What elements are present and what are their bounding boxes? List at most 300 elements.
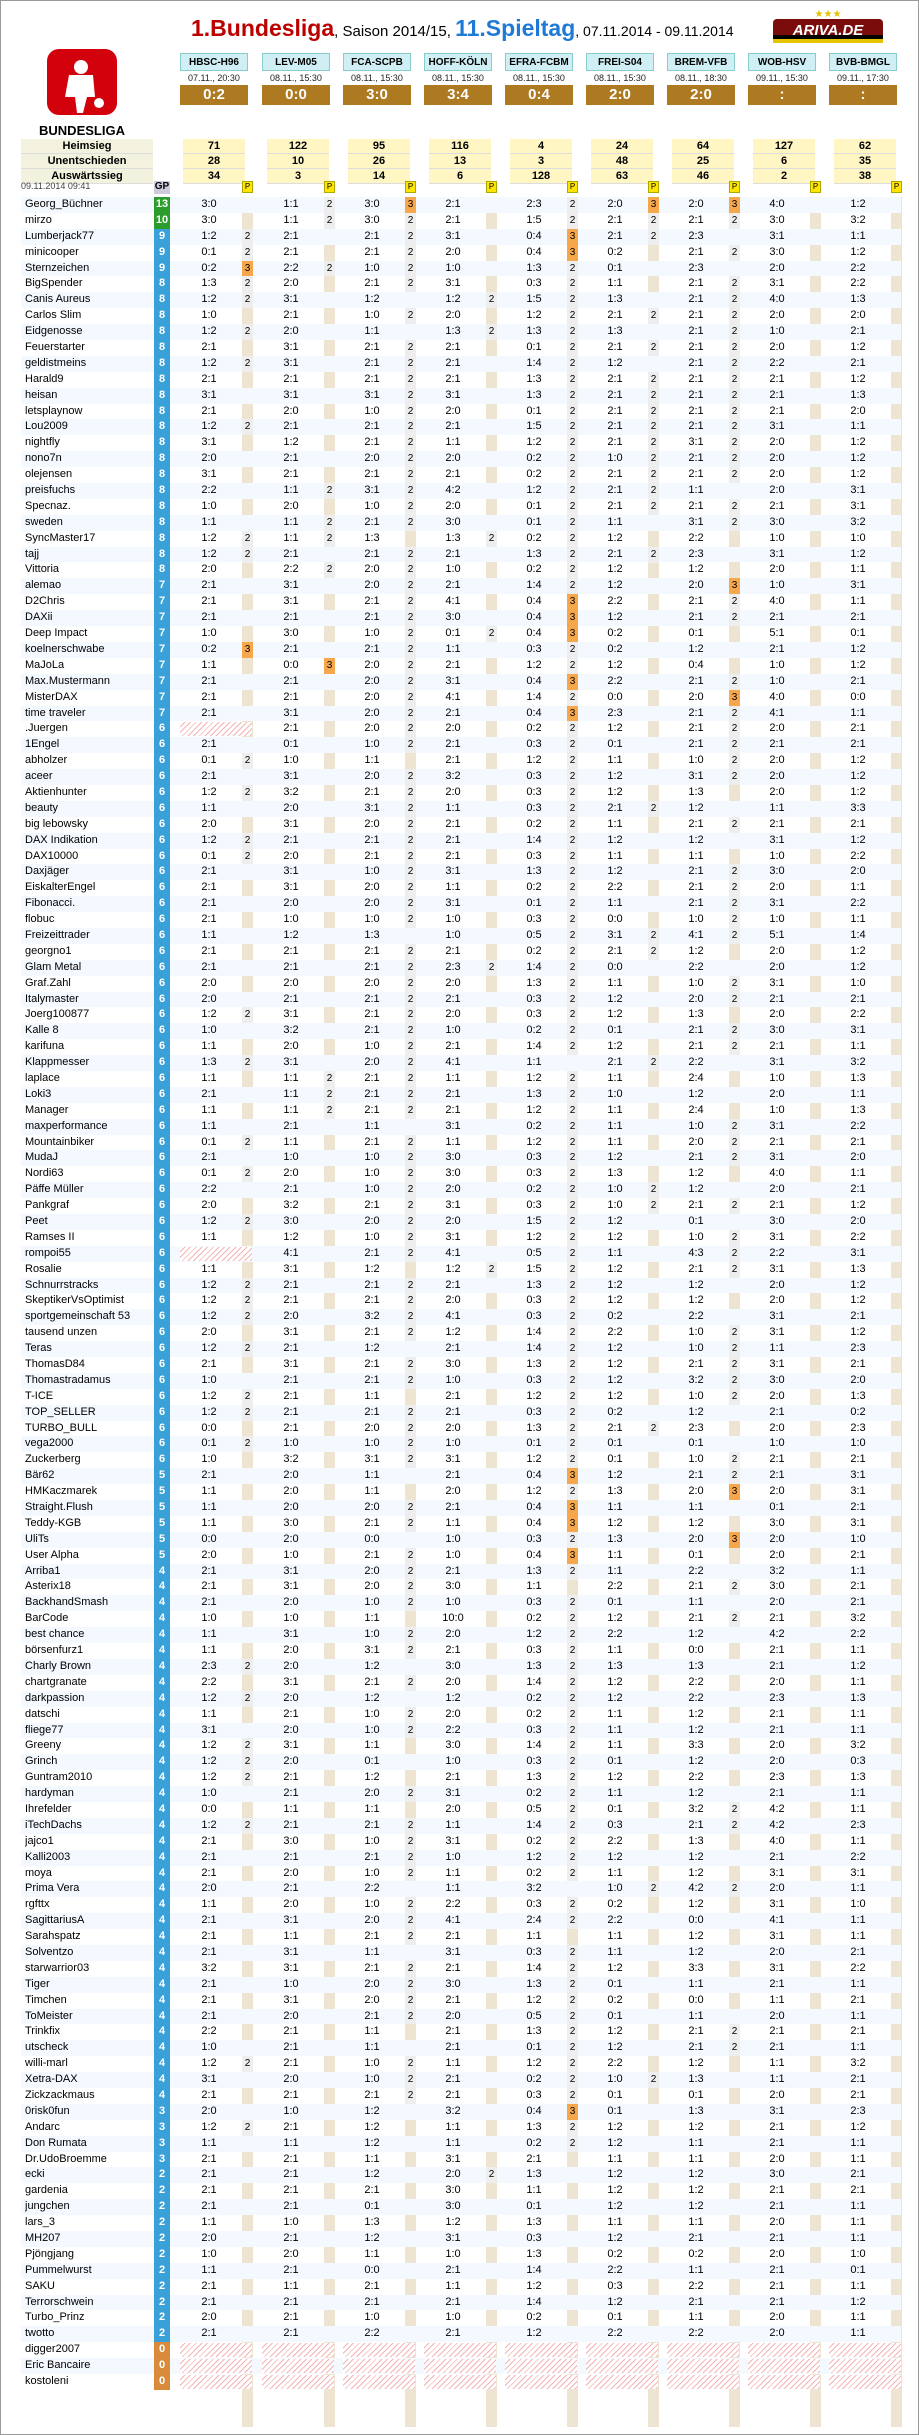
player-name[interactable]: Don Rumata [25,2136,87,2149]
table-row[interactable] [21,1166,901,1182]
table-row[interactable] [21,1961,901,1977]
table-row[interactable] [21,1325,901,1341]
player-name[interactable]: T-ICE [25,1389,54,1402]
player-name[interactable]: tajj [25,547,40,560]
player-name[interactable]: Vittoria [25,563,60,576]
player-name[interactable]: Sternzeichen [25,261,90,274]
table-row[interactable] [21,340,901,356]
table-row[interactable] [21,2009,901,2025]
player-name[interactable]: Georg_Büchner [25,198,103,210]
table-row[interactable] [21,515,901,531]
table-row[interactable] [21,610,901,626]
table-row[interactable] [21,1373,901,1389]
table-row[interactable] [21,2040,901,2056]
player-name[interactable]: Specnaz. [25,499,71,512]
tip-cell: 2:1 [769,1199,785,1212]
table-row[interactable] [21,1150,901,1166]
table-row[interactable] [21,737,901,753]
tip-points: 2 [405,1023,416,1039]
table-row[interactable] [21,372,901,388]
player-name[interactable]: Glam Metal [25,960,82,973]
tip-cell: 1:3 [688,1659,704,1672]
table-row[interactable] [21,2263,901,2279]
player-name[interactable]: Päffe Müller [25,1183,84,1196]
table-row[interactable] [21,1977,901,1993]
table-row[interactable] [21,896,901,912]
table-row[interactable] [21,2374,901,2390]
table-row[interactable] [21,1881,901,1897]
table-row[interactable] [21,1007,901,1023]
player-name[interactable]: maxperformance [25,1119,108,1132]
player-name[interactable]: Ihrefelder [25,1802,72,1815]
player-name[interactable]: Kalli2003 [25,1850,71,1863]
player-name[interactable]: gardenia [25,2184,68,2197]
player-name[interactable]: HMKaczmarek [25,1485,98,1498]
table-row[interactable] [21,1500,901,1516]
player-name[interactable]: koelnerschwabe [25,642,105,655]
table-row[interactable] [21,1405,901,1421]
table-row[interactable] [21,1993,901,2009]
player-name[interactable]: SyncMaster17 [25,531,96,544]
table-row[interactable] [21,2088,901,2104]
player-name[interactable]: Feuerstarter [25,341,85,354]
player-name[interactable]: Trinkfix [25,2025,61,2038]
tip-cell: 1:1 [364,2247,380,2260]
player-name[interactable]: Asterix18 [25,1580,71,1593]
table-row[interactable] [21,1818,901,1834]
table-row[interactable] [21,1421,901,1437]
table-row[interactable] [21,753,901,769]
table-row[interactable] [21,578,901,594]
player-name[interactable]: fliege77 [25,1723,64,1736]
player-name[interactable]: tausend unzen [25,1326,98,1339]
player-name[interactable]: Sarahspatz [25,1930,81,1943]
player-name[interactable]: willi-marl [25,2057,68,2070]
table-row[interactable] [21,2136,901,2152]
table-row[interactable] [21,261,901,277]
player-name[interactable]: Grinch [25,1755,58,1768]
table-row[interactable] [21,674,901,690]
table-row[interactable] [21,1754,901,1770]
tip-cell: 3:1 [201,388,217,401]
table-row[interactable] [21,1293,901,1309]
table-row[interactable] [21,2152,901,2168]
player-name[interactable]: Xetra-DAX [25,2073,78,2086]
player-name[interactable]: time traveler [25,706,86,719]
match-team[interactable]: EFRA-FCBM [505,53,573,71]
match-team[interactable]: BREM-VFB [667,53,735,71]
player-name[interactable]: mirzo [25,213,52,226]
table-row[interactable] [21,626,901,642]
player-name[interactable]: heisan [25,388,58,401]
points-total: 6 [154,769,170,785]
match-team[interactable]: WOB-HSV [748,53,816,71]
tip-cell: 1:1 [607,1945,623,1958]
table-row[interactable] [21,1039,901,1055]
player-name[interactable]: aceer [25,770,53,783]
tip-cell: 1:1 [607,1501,623,1514]
table-row[interactable] [21,1468,901,1484]
table-row[interactable] [21,1341,901,1357]
table-row[interactable] [21,928,901,944]
table-row[interactable] [21,1675,901,1691]
player-name[interactable]: TURBO_BULL [25,1421,98,1434]
player-name[interactable]: Andarc [25,2120,60,2133]
player-name[interactable]: darkpassion [25,1691,85,1704]
tip-cell: 0:4 [526,245,542,258]
player-name[interactable]: twotto [25,2327,55,2340]
player-name[interactable]: ToMeister [25,2009,73,2022]
player-name[interactable]: rgfttx [25,1898,50,1911]
table-row[interactable] [21,1929,901,1945]
player-name[interactable]: Eidgenosse [25,325,83,338]
player-name[interactable]: jungchen [25,2200,70,2213]
table-row[interactable] [21,880,901,896]
player-name[interactable]: Prima Vera [25,1882,80,1895]
table-row[interactable] [21,1802,901,1818]
player-name[interactable]: moya [25,1866,52,1879]
player-name[interactable]: Fibonacci. [25,897,76,910]
table-row[interactable] [21,642,901,658]
table-row[interactable] [21,483,901,499]
player-name[interactable]: Mountainbiker [25,1135,95,1148]
table-row[interactable] [21,864,901,880]
player-name[interactable]: MudaJ [25,1151,59,1164]
table-row[interactable] [21,1023,901,1039]
player-name[interactable]: SagittariusA [25,1914,85,1927]
table-row[interactable] [21,1389,901,1405]
player-name[interactable]: Rosalie [25,1262,62,1275]
table-row[interactable] [21,197,901,213]
player-name[interactable]: sportgemeinschaft 53 [25,1310,131,1323]
player-name[interactable]: nightfly [25,436,60,449]
table-row[interactable] [21,1786,901,1802]
player-name[interactable]: Ramses II [25,1230,75,1243]
table-row[interactable] [21,1246,901,1262]
player-name[interactable]: Turbo_Prinz [25,2311,85,2324]
player-name[interactable]: Zickzackmaus [25,2088,95,2101]
player-name[interactable]: D2Chris [25,595,65,608]
table-row[interactable] [21,2072,901,2088]
table-row[interactable] [21,2104,901,2120]
player-name[interactable]: EiskalterEngel [25,881,96,894]
table-row[interactable] [21,1834,901,1850]
player-name[interactable]: BarCode [25,1612,69,1625]
player-name[interactable]: Teddy-KGB [25,1516,82,1529]
player-name[interactable]: SAKU [25,2279,55,2292]
player-name[interactable]: flobuc [25,913,55,926]
player-name[interactable]: BackhandSmash [25,1596,109,1609]
tip-cell: 2:2 [607,595,623,608]
match-team[interactable]: FREI-S04 [586,53,654,71]
player-name[interactable]: UliTs [25,1532,49,1545]
player-name[interactable]: preisfuchs [25,484,76,497]
table-row[interactable] [21,2199,901,2215]
player-name[interactable]: hardyman [25,1787,74,1800]
table-row[interactable] [21,1198,901,1214]
player-name[interactable]: ThomasD84 [25,1358,85,1371]
table-row[interactable] [21,1055,901,1071]
player-name[interactable]: digger2007 [25,2343,81,2356]
player-name[interactable]: georgno1 [25,944,72,957]
table-row[interactable] [21,769,901,785]
player-name[interactable]: Carlos Slim [25,309,82,322]
player-name[interactable]: Lumberjack77 [25,229,95,242]
table-row[interactable] [21,1595,901,1611]
table-row[interactable] [21,2183,901,2199]
player-name[interactable]: BigSpender [25,277,83,290]
table-row[interactable] [21,229,901,245]
table-row[interactable] [21,1214,901,1230]
table-row[interactable] [21,1691,901,1707]
table-row[interactable] [21,451,901,467]
player-name[interactable]: Loki3 [25,1087,52,1100]
player-name[interactable]: ecki [25,2168,45,2181]
player-name[interactable]: DAX Indikation [25,833,98,846]
table-row[interactable] [21,245,901,261]
table-row[interactable] [21,817,901,833]
match-team[interactable]: LEV-M05 [262,53,330,71]
table-row[interactable] [21,2056,901,2072]
player-name[interactable]: Solventzo [25,1945,74,1958]
player-name[interactable]: Straight.Flush [25,1501,93,1514]
table-row[interactable] [21,1897,901,1913]
table-row[interactable] [21,2342,901,2358]
player-name[interactable]: Timchen [25,1993,67,2006]
player-name[interactable]: Italymaster [25,992,79,1005]
player-name[interactable]: big lebowsky [25,817,88,830]
player-name[interactable]: Eric Bancaire [25,2359,91,2372]
table-row[interactable] [21,785,901,801]
table-row[interactable] [21,2215,901,2231]
tip-cell: 2:1 [283,2041,299,2054]
player-name[interactable]: Joerg100877 [25,1008,90,1021]
player-name[interactable]: olejensen [25,468,73,481]
table-row[interactable] [21,2295,901,2311]
table-row[interactable] [21,706,901,722]
table-row[interactable] [21,1516,901,1532]
table-row[interactable] [21,1278,901,1294]
player-name[interactable]: DAXii [25,611,53,624]
table-row[interactable] [21,658,901,674]
player-name[interactable]: MisterDAX [25,690,78,703]
player-name[interactable]: sweden [25,515,63,528]
table-row[interactable] [21,690,901,706]
player-name[interactable]: Tiger [25,1977,50,1990]
player-name[interactable]: Pankgraf [25,1199,70,1212]
table-row[interactable] [21,1866,901,1882]
player-name[interactable]: Zuckerberg [25,1453,81,1466]
table-row[interactable] [21,1945,901,1961]
player-name[interactable]: Dr.UdoBroemme [25,2152,107,2165]
table-row[interactable] [21,2310,901,2326]
table-row[interactable] [21,944,901,960]
player-name[interactable]: Peet [25,1215,48,1227]
player-name[interactable]: Teras [25,1342,52,1355]
player-name[interactable]: abholzer [25,754,68,767]
player-name[interactable]: 0risk0fun [25,2104,70,2117]
table-row[interactable] [21,547,901,563]
player-name[interactable]: vega2000 [25,1437,74,1450]
table-row[interactable] [21,2358,901,2374]
table-row[interactable] [21,1119,901,1135]
table-row[interactable] [21,960,901,976]
table-row[interactable] [21,1548,901,1564]
player-name[interactable]: geldistmeins [25,356,87,369]
player-name[interactable]: nono7n [25,452,62,465]
player-name[interactable]: Pjöngjang [25,2247,74,2260]
player-name[interactable]: MaJoLa [25,658,65,671]
table-row[interactable] [21,1738,901,1754]
player-name[interactable]: jajco1 [25,1834,54,1847]
player-name[interactable]: Freizeittrader [25,928,90,941]
table-row[interactable] [21,1103,901,1119]
table-row[interactable] [21,801,901,817]
table-row[interactable] [21,1532,901,1548]
table-row[interactable] [21,833,901,849]
table-row[interactable] [21,1182,901,1198]
player-name[interactable]: minicooper [25,245,79,258]
player-name[interactable]: MH207 [25,2232,61,2244]
table-row[interactable] [21,308,901,324]
table-row[interactable] [21,721,901,737]
player-name[interactable]: Arriba1 [25,1564,61,1577]
table-row[interactable] [21,2024,901,2040]
table-row[interactable] [21,388,901,404]
player-name[interactable]: Daxjäger [25,865,70,878]
player-name[interactable]: Greeny [25,1739,62,1752]
player-name[interactable]: Nordi63 [25,1167,64,1180]
table-row[interactable] [21,1071,901,1087]
table-row[interactable] [21,213,901,229]
player-name[interactable]: chartgranate [25,1675,87,1688]
player-name[interactable]: Terrorschwein [25,2295,94,2308]
table-row[interactable] [21,356,901,372]
tip-points: 2 [405,594,416,610]
table-row[interactable] [21,1087,901,1103]
player-name[interactable]: Canis Aureus [25,293,91,306]
table-row[interactable] [21,992,901,1008]
player-name[interactable]: Klappmesser [25,1056,90,1069]
match-team[interactable]: FCA-SCPB [343,53,411,71]
table-row[interactable] [21,292,901,308]
player-name[interactable]: User Alpha [25,1548,79,1561]
table-row[interactable] [21,1564,901,1580]
match-team[interactable]: HBSC-H96 [180,53,248,71]
player-name[interactable]: 1Engel [25,738,60,751]
player-name[interactable]: iTechDachs [25,1818,82,1831]
player-name[interactable]: rompoi55 [25,1246,71,1259]
player-name[interactable]: lars_3 [25,2216,55,2229]
player-name[interactable]: Manager [25,1103,69,1116]
player-name[interactable]: letsplaynow [25,404,83,417]
table-row[interactable] [21,2167,901,2183]
player-name[interactable]: beauty [25,801,59,814]
player-name[interactable]: Graf.Zahl [25,976,71,989]
player-name[interactable]: laplace [25,1071,60,1084]
tip-points: 2 [324,213,335,229]
table-row[interactable] [21,1723,901,1739]
table-row[interactable] [21,1579,901,1595]
player-name[interactable]: alemao [25,579,62,592]
table-row[interactable] [21,1611,901,1627]
table-row[interactable] [21,1707,901,1723]
sponsor-logo[interactable] [771,7,886,45]
table-row[interactable] [21,1262,901,1278]
player-name[interactable]: Aktienhunter [25,785,87,798]
player-name[interactable]: karifuna [25,1040,65,1053]
table-row[interactable] [21,1484,901,1500]
table-row[interactable] [21,594,901,610]
player-name[interactable]: Bär62 [25,1469,55,1482]
table-row[interactable] [21,1643,901,1659]
player-name[interactable]: SkeptikerVsOptimist [25,1294,125,1307]
match-team[interactable]: HOFF-KÖLN [424,53,492,71]
table-row[interactable] [21,1627,901,1643]
player-name[interactable]: TOP_SELLER [25,1405,96,1418]
player-name[interactable]: Charly Brown [25,1659,92,1672]
table-row[interactable] [21,1850,901,1866]
table-row[interactable] [21,1309,901,1325]
tip-points: 2 [405,706,416,722]
player-name[interactable]: kostoleni [25,2375,69,2388]
table-row[interactable] [21,435,901,451]
player-name[interactable]: starwarrior03 [25,1961,90,1974]
table-row[interactable] [21,562,901,578]
table-row[interactable] [21,2231,901,2247]
player-name[interactable]: Pummelwurst [25,2263,92,2276]
table-row[interactable] [21,419,901,435]
table-row[interactable] [21,1659,901,1675]
table-row[interactable] [21,2279,901,2295]
table-row[interactable] [21,976,901,992]
table-row[interactable] [21,276,901,292]
match-team[interactable]: BVB-BMGL [829,53,897,71]
table-row[interactable] [21,467,901,483]
table-row[interactable] [21,1357,901,1373]
table-row[interactable] [21,324,901,340]
table-row[interactable] [21,912,901,928]
table-row[interactable] [21,1436,901,1452]
table-row[interactable] [21,1770,901,1786]
table-row[interactable] [21,1913,901,1929]
player-name[interactable]: DAX10000 [25,849,79,862]
player-name[interactable]: Thomastradamus [25,1373,111,1386]
player-name[interactable]: Kalle 8 [25,1024,59,1037]
player-name[interactable]: Guntram2010 [25,1771,93,1784]
table-row[interactable] [21,2326,901,2342]
table-row[interactable] [21,499,901,515]
player-name[interactable]: utscheck [25,2041,69,2054]
table-row[interactable] [21,1135,901,1151]
player-name[interactable]: .Juergen [25,722,68,735]
table-row[interactable] [21,1452,901,1468]
table-row[interactable] [21,849,901,865]
player-name[interactable]: Lou2009 [25,420,68,433]
table-row[interactable] [21,404,901,420]
player-name[interactable]: best chance [25,1628,85,1641]
table-row[interactable] [21,2247,901,2263]
player-name[interactable]: Max.Mustermann [25,674,110,687]
player-name[interactable]: Harald9 [25,372,64,385]
table-row[interactable] [21,531,901,547]
table-row[interactable] [21,2120,901,2136]
player-name[interactable]: datschi [25,1707,60,1720]
table-row[interactable] [21,1230,901,1246]
player-name[interactable]: börsenfurz1 [25,1644,84,1657]
player-name[interactable]: Schnurrstracks [25,1278,99,1291]
player-name[interactable]: Deep Impact [25,627,88,640]
